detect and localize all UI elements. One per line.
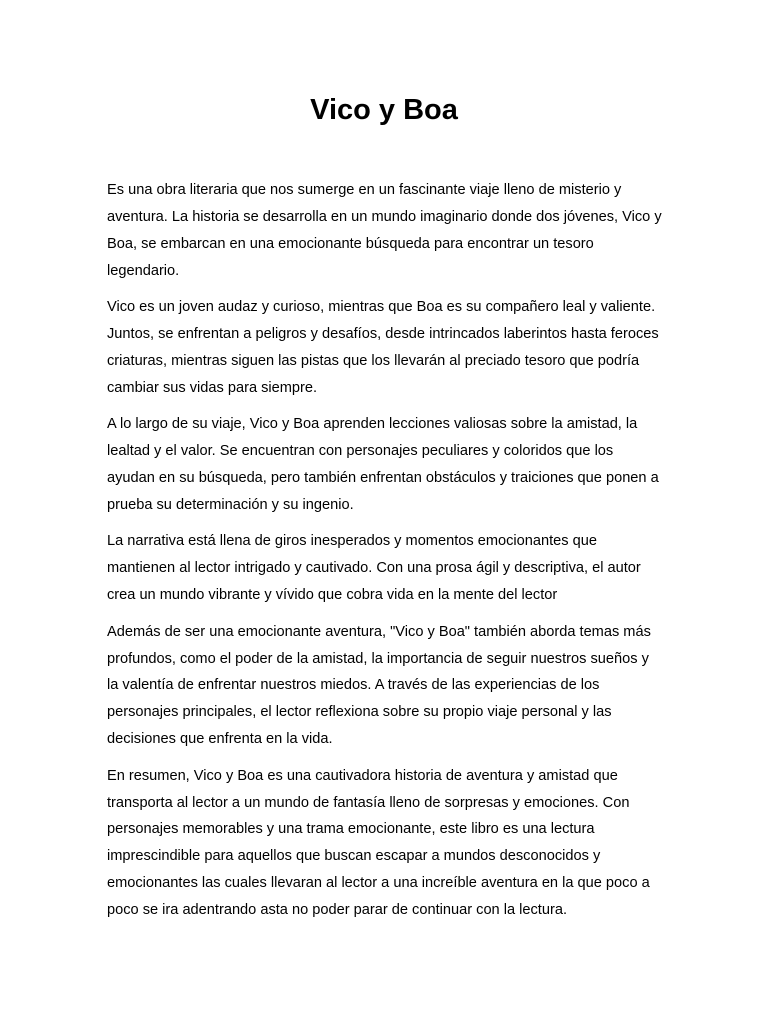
paragraph: Es una obra literaria que nos sumerge en un fascinante viaje lleno de misterio y aventura. La historia se desarrolla en un mundo imaginario donde dos jóvenes, Vico y Boa, se embarcan en una emocionante búsqueda para encontrar un tesoro legendario. <box>107 182 662 279</box>
paragraph: La narrativa está llena de giros inesperados y momentos emocionantes que mantienen al lector intrigado y cautivado. Con una prosa ágil y descriptiva, el autor crea un mundo vibrante y vívido que cobra vida en la mente del lector <box>107 533 641 604</box>
paragraph: En resumen, Vico y Boa es una cautivadora historia de aventura y amistad que transporta al lector a un mundo de fantasía lleno de sorpresas y emociones. Con personajes memorables y una trama emocionante, este libro es una lectura imprescindible para aquellos que buscan escapar a mundos desconocidos y emocionantes las cuales llevaran al lector a una increíble aventura en la que poco a poco se ira adentrando asta no poder parar de continuar con la lectura. <box>107 767 650 919</box>
paragraph: Vico es un joven audaz y curioso, mientras que Boa es su compañero leal y valiente. Juntos, se enfrentan a peligros y desafíos, desde intrincados laberintos hasta feroces criaturas, mientras siguen las pistas que los llevarán al preciado tesoro que podría cambiar sus vidas para siempre. <box>107 299 659 396</box>
document-body <box>107 177 663 934</box>
document-title: Vico y Boa <box>310 94 458 126</box>
paragraph: Además de ser una emocionante aventura, "Vico y Boa" también aborda temas más profundos, como el poder de la amistad, la importancia de seguir nuestros sueños y la valentía de enfrentar nuestros miedos. A través de las experiencias de los personajes principales, el lector reflexiona sobre su propio viaje personal y las decisiones que enfrenta en la vida. <box>107 623 651 748</box>
paragraph: A lo largo de su viaje, Vico y Boa aprenden lecciones valiosas sobre la amistad, la lealtad y el valor. Se encuentran con personajes peculiares y coloridos que los ayudan en su búsqueda, pero también enfrentan obstáculos y traiciones que ponen a prueba su determinación y su ingenio. <box>107 416 659 513</box>
